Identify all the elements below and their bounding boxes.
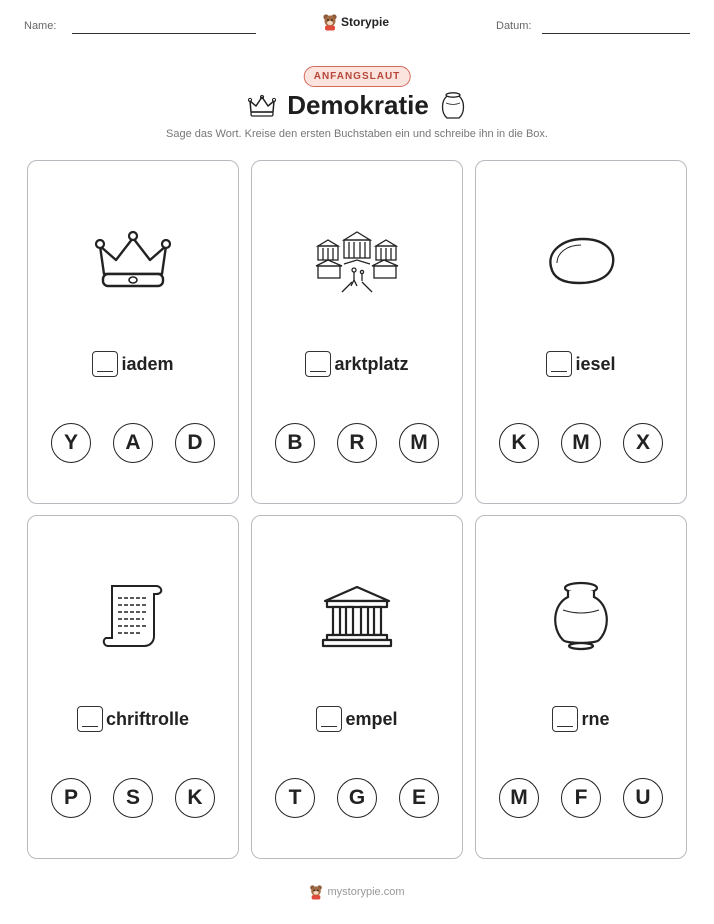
letter-choice[interactable]: A [113, 423, 153, 463]
letter-choice[interactable]: M [499, 778, 539, 818]
exercise-card [475, 515, 687, 859]
word [28, 706, 238, 732]
word [28, 351, 238, 377]
word [252, 706, 462, 732]
exercise-card [251, 160, 463, 504]
word [476, 706, 686, 732]
letter-choices [28, 423, 238, 463]
name-line[interactable] [72, 33, 256, 34]
letter-choice[interactable]: K [175, 778, 215, 818]
letter-choice[interactable]: B [275, 423, 315, 463]
category-badge: ANFANGSLAUT [304, 66, 411, 87]
letter-choices [252, 778, 462, 818]
picture [536, 576, 626, 656]
answer-box[interactable] [552, 706, 578, 732]
letter-choice[interactable]: Y [51, 423, 91, 463]
word-rest: empel [345, 708, 398, 729]
answer-box[interactable] [546, 351, 572, 377]
letter-choice[interactable]: E [399, 778, 439, 818]
word [476, 351, 686, 377]
bear-mascot-icon [322, 13, 338, 31]
footer-url[interactable]: mystorypie.com [327, 886, 405, 898]
urn-icon [549, 580, 613, 652]
footer [0, 884, 714, 900]
letter-choice[interactable]: M [561, 423, 601, 463]
letter-choices [476, 423, 686, 463]
marketplace-icon [314, 226, 400, 296]
picture [88, 576, 178, 656]
urn-icon [439, 91, 467, 121]
letter-choice[interactable]: T [275, 778, 315, 818]
letter-choices [476, 778, 686, 818]
letter-choices [252, 423, 462, 463]
answer-box[interactable] [92, 351, 118, 377]
letter-choice[interactable]: M [399, 423, 439, 463]
page-title: Demokratie [287, 90, 429, 120]
picture [88, 221, 178, 301]
word [252, 351, 462, 377]
letter-choice[interactable]: K [499, 423, 539, 463]
picture [536, 221, 626, 301]
letter-choice[interactable]: R [337, 423, 377, 463]
answer-box[interactable] [77, 706, 103, 732]
name-label: Name: [24, 20, 57, 32]
word-rest: iadem [121, 353, 174, 374]
date-label: Datum: [496, 20, 532, 32]
storypie-logo [322, 13, 389, 31]
pebble-icon [543, 233, 619, 289]
exercise-card [27, 160, 239, 504]
picture [312, 576, 402, 656]
answer-box[interactable] [305, 351, 331, 377]
exercise-card [475, 160, 687, 504]
bear-mascot-icon [309, 884, 323, 900]
title-row [0, 90, 714, 121]
scroll-icon [100, 580, 166, 652]
word-rest: rne [581, 708, 610, 729]
letter-choices [28, 778, 238, 818]
crown-icon [94, 230, 172, 292]
letter-choice[interactable]: F [561, 778, 601, 818]
letter-choice[interactable]: P [51, 778, 91, 818]
word-rest: chriftrolle [105, 708, 189, 729]
letter-choice[interactable]: S [113, 778, 153, 818]
exercise-card [27, 515, 239, 859]
letter-choice[interactable]: U [623, 778, 663, 818]
date-line[interactable] [542, 33, 690, 34]
word-rest: iesel [575, 353, 616, 374]
instruction-text: Sage das Wort. Kreise den ersten Buchstaben ein und schreibe ihn in die Box. [166, 128, 548, 140]
temple-icon [321, 583, 393, 649]
brand-name: Storypie [341, 15, 390, 29]
picture [312, 221, 402, 301]
letter-choice[interactable]: D [175, 423, 215, 463]
exercise-card [251, 515, 463, 859]
crown-icon [247, 94, 277, 118]
word-rest: arktplatz [334, 353, 409, 374]
answer-box[interactable] [316, 706, 342, 732]
letter-choice[interactable]: X [623, 423, 663, 463]
letter-choice[interactable]: G [337, 778, 377, 818]
